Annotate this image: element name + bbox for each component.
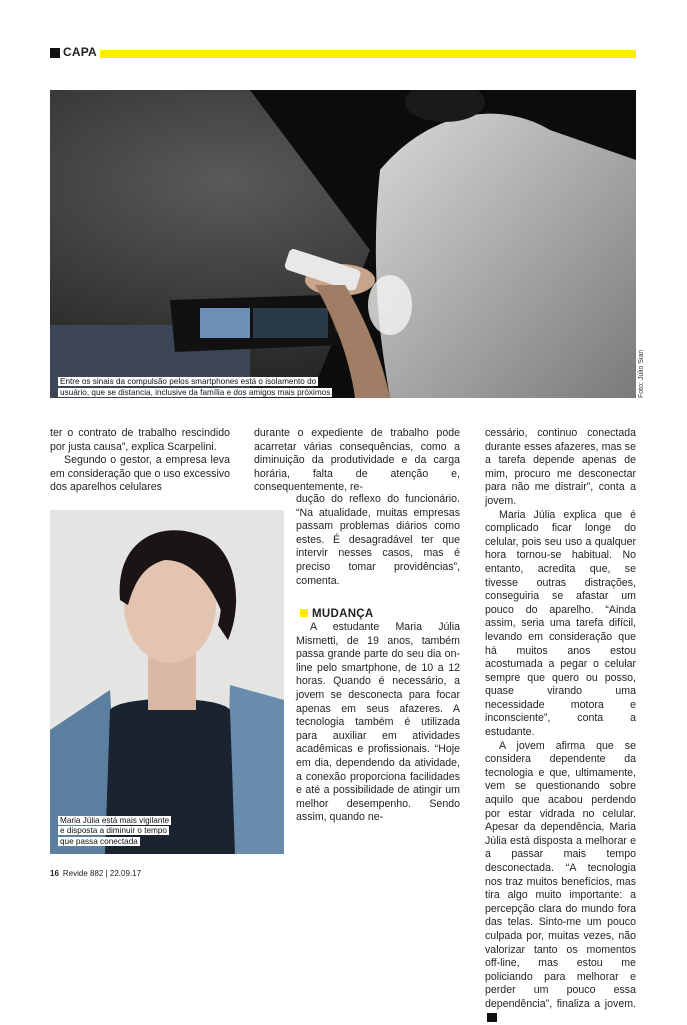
caption-line: Maria Júlia está mais vigilante	[60, 816, 170, 825]
column-2-middle	[296, 493, 460, 588]
subheading-text: MUDANÇA	[312, 608, 374, 620]
paragraph: Maria Júlia explica que é complicado ficar longe do celular, pois seu uso a qualquer hora tornou-se habitual. No entanto, acredita que, se tivesse outras distrações, conseguiria se afastar um pouco do aparelho. “Ainda assim, seria uma tarefa difícil, levando em consideração que há muitos anos estou acostumada a pegar o celular sempre que quero ou posso, quase virando uma necessidade motora e inconsciente”, conta a estudante.	[485, 508, 636, 739]
column-1	[50, 427, 230, 495]
caption-line: que passa conectada	[60, 836, 138, 846]
caption-line: usuário, que se distancia, inclusive da família e dos amigos mais próximos	[60, 388, 331, 397]
paragraph: cessário, continuo conectada durante esses afazeres, mas se a tarefa depende apenas de mim, procuro me desconectar para não me distrair”, conta a jovem.	[485, 427, 636, 507]
subheading-marker	[300, 609, 308, 617]
paragraph: A jovem afirma que se considera dependente da tecnologia e que, ultimamente, vem se questionando sobre aquilo que acabou perdendo por estar vidrada no celular. Apesar da dependência, Maria Júlia está disposta a melhorar e a passar mais tempo desconectada. “A tecnologia nos traz muitos benefícios, mas tira algo muito importante: a percepção clara do mundo fora das telas. Sinto-me um pouco culpada por, muitas vezes, não valorizar tanto os momentos off-line, mas estou me policiando para melhorar e perder um pouco essa dependência”, finaliza a jovem.	[485, 739, 636, 1010]
paragraph: durante o expediente de trabalho pode acarretar várias consequências, como a diminuição da produtividade e da carga horária, falta de atenção e, consequentemente, re-	[254, 427, 460, 494]
main-photo-caption	[58, 376, 332, 398]
column-3	[485, 427, 636, 1025]
column-2-bottom	[296, 621, 460, 825]
issue-info: Revide 882 | 22.09.17	[62, 869, 142, 878]
section-bar	[100, 50, 636, 58]
subheading	[300, 608, 374, 620]
paragraph: dução do reflexo do funcionário. “Na atualidade, muitas empresas passam problemas diários como estes. É desagradável ter que intervir nesses casos, mas é preciso tomar providências”, comenta.	[296, 493, 460, 587]
caption-line: Entre os sinais da compulsão pelos smartphones está o isolamento do	[60, 377, 317, 386]
portrait-photo	[50, 510, 284, 854]
paragraph: Segundo o gestor, a empresa leva em consideração que o uso excessivo dos aparelhos celulares	[50, 454, 230, 494]
caption-line: e disposta a diminuir o tempo	[60, 826, 167, 836]
column-2-top	[254, 427, 460, 495]
page-number: 16	[50, 869, 59, 878]
page-footer	[50, 869, 141, 878]
section-label: CAPA	[63, 45, 97, 59]
main-photo	[50, 90, 636, 398]
end-mark-icon	[487, 1013, 497, 1022]
photo-credit: Foto: Júlio Sian	[638, 349, 645, 398]
section-marker	[50, 48, 60, 58]
paragraph-with-end-mark	[485, 740, 636, 1025]
paragraph: ter o contrato de trabalho rescindido por justa causa”, explica Scarpelini.	[50, 427, 230, 453]
portrait-caption	[58, 816, 171, 847]
paragraph: A estudante Maria Júlia Mismetti, de 19 anos, também passa grande parte do seu dia on-line pelo smartphone, de 10 a 12 horas. Quando é necessário, a jovem se desconecta para focar apenas em seus afazeres. A tecnologia também é utilizada para auxiliar em atividades acadêmicas e profissionais. “Hoje em dia, dependendo da atividade, a conexão proporciona facilidades e até a possibilidade de atingir um melhor desempenho. Sendo assim, quando ne-	[296, 621, 460, 824]
